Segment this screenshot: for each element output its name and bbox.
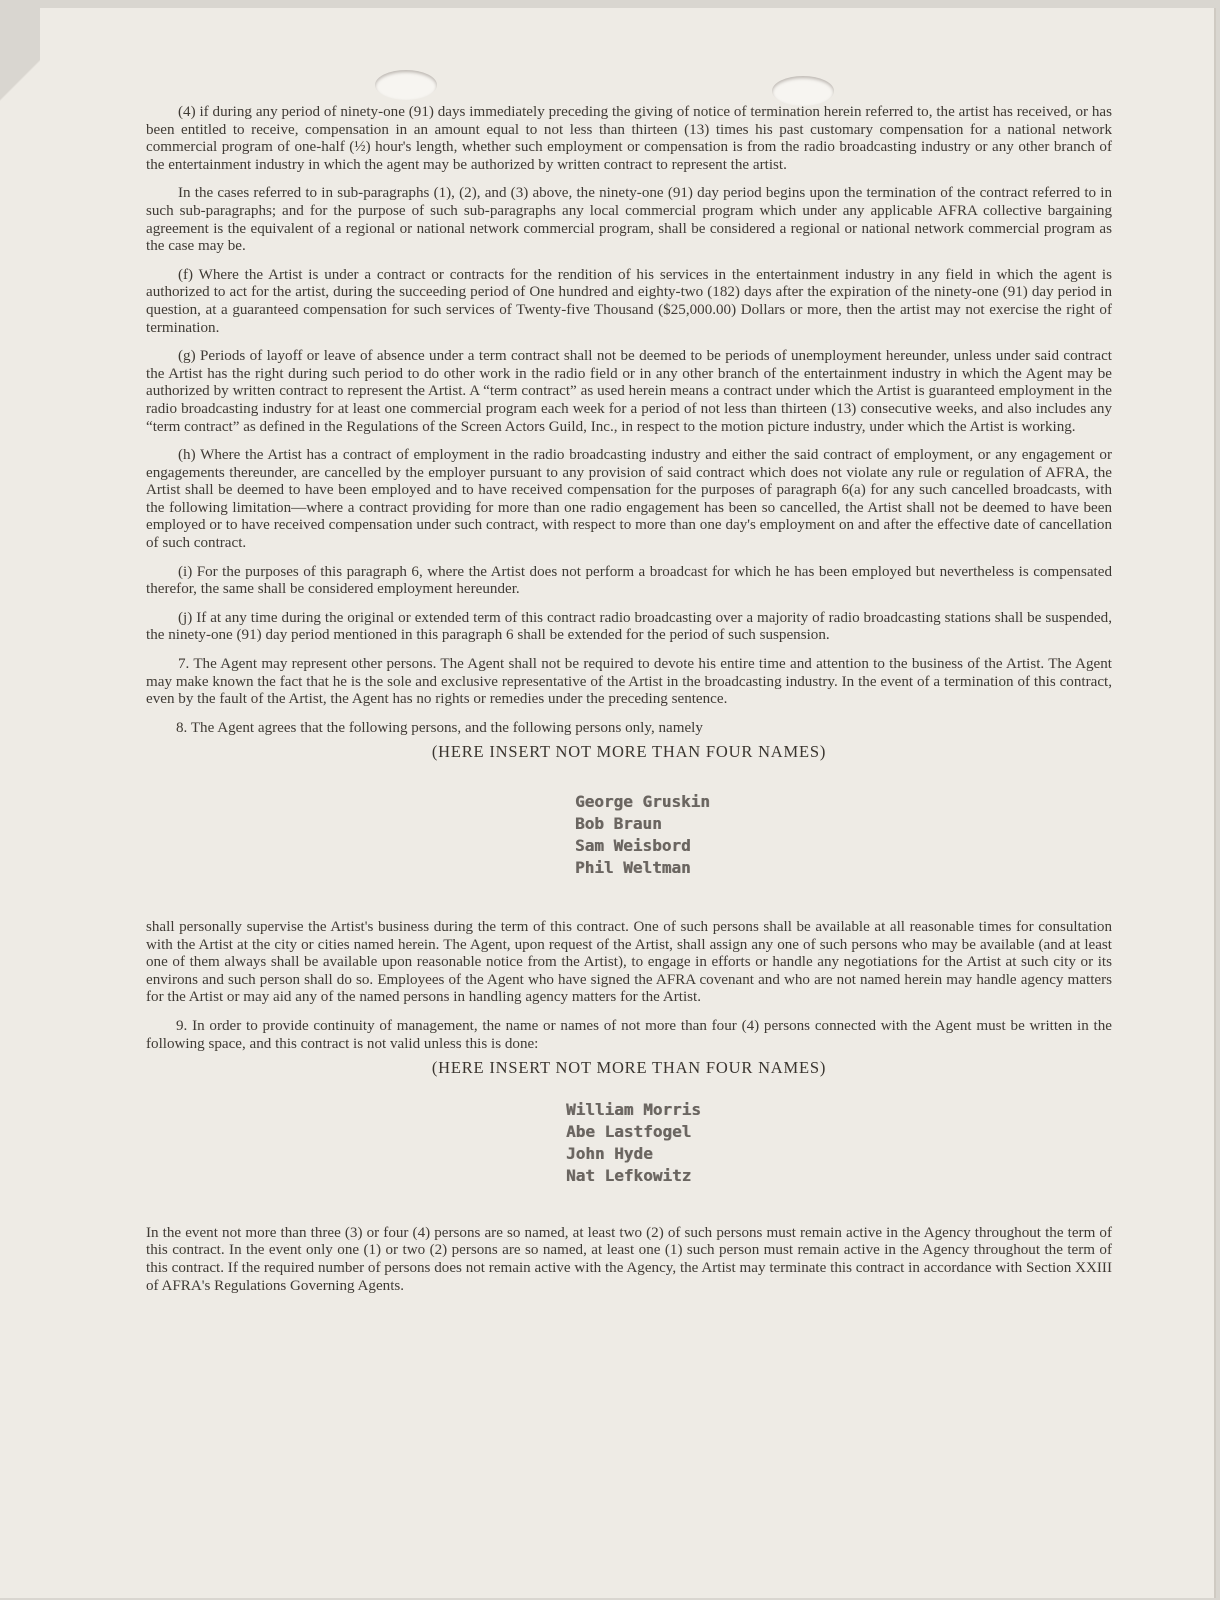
supervisor-names — [575, 791, 1112, 879]
paragraph-8: 8. The Agent agrees that the following persons, and the following persons only, namely — [176, 719, 703, 736]
paragraph-supervise: shall personally supervise the Artist's business during the term of this contract. One of such persons shall be available at all reasonable times for consultation with the Artist at the city or cities named herein. The Agent, upon request of the Artist, shall assign any one of such persons who may be available (and at least one of them always shall be available upon reasonable notice from the Artist), to engage in efforts or handle any negotiations for the Artist at such city or its environs and such person shall do so. Employees of the Agent who have signed the AFRA covenant and who are not named herein may handle agency matters for the Artist or may aid any of the named persons in handling agency matters for the Artist. — [146, 919, 1112, 1006]
contract-body — [146, 104, 1112, 1306]
paragraph-event: In the event not more than three (3) or four (4) persons are so named, at least two (2) of such persons must remain active in the Agency throughout the term of this contract. In the event only one (1) or two (2) persons are so named, at least one (1) such person must remain active in the Agency throughout the term of this contract. If the required number of persons does not remain active with the Agency, the Artist may terminate this contract in accordance with Section XXIII of AFRA's Regulations Governing Agents. — [146, 1224, 1112, 1294]
punch-hole — [772, 76, 834, 106]
typed-name: John Hyde — [566, 1143, 653, 1163]
paragraph-6e-4: (4) if during any period of ninety-one (91) days immediately preceding the giving of notice of termination herein referred to, the artist has received, or has been entitled to receive, compensation in an amount equal to not less than thirteen (13) times his past customary compensation for a national network commercial program of one-half (½) hour's length, whether such employment or compensation is from the radio broadcasting industry or any other branch of the entertainment industry in which the agent may be authorized by written contract to represent the artist. — [146, 104, 1112, 173]
paragraph-6i: (i) For the purposes of this paragraph 6, where the Artist does not perform a broadcast for which he has been employed but nevertheless is compensated therefor, the same shall be considered employment hereunder. — [146, 563, 1112, 598]
paragraph-6g: (g) Periods of layoff or leave of absence under a term contract shall not be deemed to be periods of unemployment hereunder, unless under said contract the Artist has the right during such period to do other work in the radio field or in any other branch of the entertainment industry in which the Agent may be authorized by written contract to represent the Artist. A “term contract” as used herein means a contract under which the Artist is guaranteed employment in the radio broadcasting industry for at least one commercial program each week for a period of not less than thirteen (13) consecutive weeks, and also includes any “term contract” as defined in the Regulations of the Screen Actors Guild, Inc., in respect to the motion picture industry, under which the Artist is working. — [146, 348, 1112, 435]
paragraph-cases: In the cases referred to in sub-paragraphs (1), (2), and (3) above, the ninety-one (91) day period begins upon the termination of the contract referred to in such sub-paragraphs; and for the purpose of such sub-paragraphs any local commercial program which under any applicable AFRA collective bargaining agreement is the equivalent of a regional or national network commercial program, shall be considered a regional or national network commercial program as the case may be. — [146, 185, 1112, 255]
typed-name: Abe Lastfogel — [566, 1121, 692, 1141]
typed-name: Phil Weltman — [575, 858, 691, 877]
paragraph-6h: (h) Where the Artist has a contract of employment in the radio broadcasting industry and either the said contract of employment, or any engagement or engagements thereunder, are cancelled by the employer pursuant to any provision of said contract which does not violate any rule or regulation of AFRA, the Artist shall be deemed to have been employed and to have received compensation for the purposes of paragraph 6(a) for any such cancelled broadcasts, with the following limitation—where a contract providing for more than one radio engagement has been so cancelled, the Artist shall not be deemed to have been employed or to have received compensation under such contract, with respect to more than one day's employment on and after the effective date of cancellation of such contract. — [146, 447, 1112, 552]
insert-names-heading: (HERE INSERT NOT MORE THAN FOUR NAMES) — [431, 742, 827, 762]
typed-name: Nat Lefkowitz — [566, 1165, 692, 1185]
contract-page — [0, 8, 1214, 1598]
punch-hole — [375, 70, 437, 100]
paragraph-9: 9. In order to provide continuity of management, the name or names of not more than four (4) persons connected with the Agent must be written in the following space, and this contract is not valid unless this is done: — [146, 1017, 1112, 1052]
typed-name: Sam Weisbord — [575, 836, 691, 855]
paragraph-7: 7. The Agent may represent other persons. The Agent shall not be required to devote his entire time and attention to the business of the Artist. The Agent may make known the fact that he is the sole and exclusive representative of the Artist in the broadcasting industry. In the event of a termination of this contract, even by the fault of the Artist, the Agent has no rights or remedies under the preceding sentence. — [146, 656, 1112, 708]
insert-names-heading: (HERE INSERT NOT MORE THAN FOUR NAMES) — [431, 1058, 827, 1078]
typed-name: William Morris — [566, 1099, 701, 1119]
paragraph-6f: (f) Where the Artist is under a contract or contracts for the rendition of his services in the entertainment industry in any field in which the agent is authorized to act for the artist, during the succeeding period of One hundred and eighty-two (182) days after the expiration of the ninety-one (91) day period in question, at a guaranteed compensation for such services of Twenty-five Thousand ($25,000.00) Dollars or more, then the artist may not exercise the right of termination. — [146, 266, 1112, 336]
typed-name: George Gruskin — [575, 792, 710, 811]
paragraph-6j: (j) If at any time during the original or extended term of this contract radio broadcasting over a majority of radio broadcasting stations shall be suspended, the ninety-one (91) day period mentioned in this paragraph 6 shall be extended for the period of such suspension. — [146, 609, 1112, 644]
typed-name: Bob Braun — [575, 814, 662, 833]
continuity-names — [566, 1099, 1112, 1187]
